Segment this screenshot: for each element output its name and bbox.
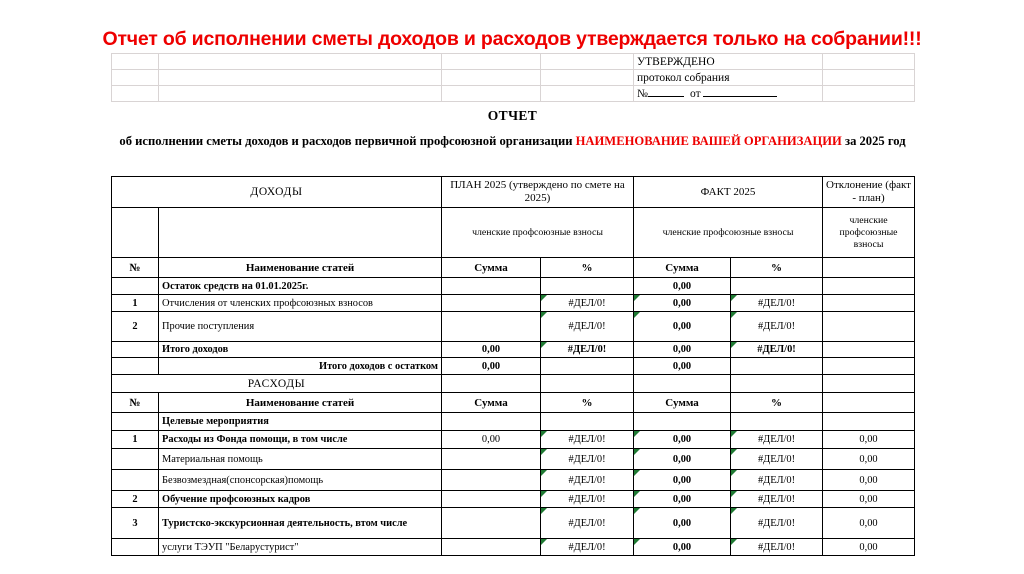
row-plan-pct — [541, 413, 634, 431]
row-fact-sum: 0,00 — [634, 295, 731, 312]
row-name: Итого доходов с остатком — [159, 358, 442, 375]
report-title-block — [111, 104, 914, 174]
table-row — [112, 312, 915, 342]
row-plan-sum: 0,00 — [442, 431, 541, 449]
row-fact-sum: 0,00 — [634, 470, 731, 491]
expenses-header-cell-plan-sum — [442, 375, 541, 393]
row-fact-pct: #ДЕЛ/0! — [731, 470, 823, 491]
row-name: Безвозмездная(спонсорская)помощь — [159, 470, 442, 491]
row-fact-pct: #ДЕЛ/0! — [731, 295, 823, 312]
row-plan-sum — [442, 413, 541, 431]
row-name: Расходы из Фонда помощи, в том числе — [159, 431, 442, 449]
row-number: 2 — [112, 491, 159, 508]
approval-date-blank — [703, 88, 777, 97]
table-row — [112, 431, 915, 449]
plan-group-header: ПЛАН 2025 (утверждено по смете на 2025) — [442, 177, 634, 208]
row-fact-pct — [731, 413, 823, 431]
row-number — [112, 539, 159, 556]
row-plan-pct: #ДЕЛ/0! — [541, 431, 634, 449]
row-number — [112, 278, 159, 295]
row-fact-sum: 0,00 — [634, 312, 731, 342]
table-row — [112, 449, 915, 470]
row-plan-sum: 0,00 — [442, 358, 541, 375]
row-deviation: 0,00 — [823, 449, 915, 470]
row-fact-pct — [731, 278, 823, 295]
row-number — [112, 342, 159, 358]
row-name: Итого доходов — [159, 342, 442, 358]
row-number — [112, 413, 159, 431]
row-deviation — [823, 295, 915, 312]
table-row — [112, 470, 915, 491]
grid-cell-empty — [823, 86, 915, 102]
row-plan-sum — [442, 491, 541, 508]
row-fact-pct: #ДЕЛ/0! — [731, 431, 823, 449]
warning-banner: Отчет об исполнении сметы доходов и расходов утверждается только на собрании!!! — [102, 28, 922, 50]
approval-ot-label: от — [689, 87, 701, 100]
column-header-fact-pct: % — [731, 393, 823, 413]
expenses-header-cell-plan-pct — [541, 375, 634, 393]
report-table — [111, 176, 915, 556]
row-deviation: 0,00 — [823, 508, 915, 539]
report-title: ОТЧЕТ — [487, 108, 538, 123]
row-name: Прочие поступления — [159, 312, 442, 342]
row-plan-sum — [442, 312, 541, 342]
header-row-columns-expenses — [112, 393, 915, 413]
column-header-name: Наименование статей — [159, 393, 442, 413]
row-number — [112, 470, 159, 491]
column-header-fact-sum: Сумма — [634, 258, 731, 278]
table-row — [112, 539, 915, 556]
row-number: 1 — [112, 431, 159, 449]
row-fact-pct — [731, 358, 823, 375]
row-fact-sum: 0,00 — [634, 449, 731, 470]
row-fact-pct: #ДЕЛ/0! — [731, 342, 823, 358]
column-header-name: Наименование статей — [159, 258, 442, 278]
expenses-header-cell-fact-sum — [634, 375, 731, 393]
grid-cell-empty — [112, 70, 159, 86]
column-header-deviation — [823, 258, 915, 278]
organization-name-placeholder: НАИМЕНОВАНИЕ ВАШЕЙ ОРГАНИЗАЦИИ — [575, 134, 842, 148]
table-row-total-with-balance — [112, 358, 915, 375]
grid-cell-empty — [541, 86, 634, 102]
dues-cell-empty — [159, 208, 442, 258]
approval-grid — [111, 53, 915, 102]
row-plan-pct: #ДЕЛ/0! — [541, 508, 634, 539]
row-deviation — [823, 342, 915, 358]
table-row — [112, 508, 915, 539]
grid-cell-empty — [112, 86, 159, 102]
row-deviation — [823, 278, 915, 295]
row-fact-pct: #ДЕЛ/0! — [731, 312, 823, 342]
deviation-dues-label: членские профсоюзные взносы — [823, 208, 915, 258]
expenses-header-cell-deviation — [823, 375, 915, 393]
grid-cell-empty — [159, 86, 442, 102]
row-name: Отчисления от членских профсоюзных взносов — [159, 295, 442, 312]
row-number: 2 — [112, 312, 159, 342]
row-number — [112, 358, 159, 375]
report-subtitle — [111, 132, 914, 150]
row-number: 1 — [112, 295, 159, 312]
column-header-plan-pct: % — [541, 258, 634, 278]
row-deviation — [823, 413, 915, 431]
table-row — [112, 278, 915, 295]
column-header-plan-pct: % — [541, 393, 634, 413]
plan-dues-label: членские профсоюзные взносы — [442, 208, 634, 258]
row-plan-pct: #ДЕЛ/0! — [541, 342, 634, 358]
deviation-group-header: Отклонение (факт - план) — [823, 177, 915, 208]
column-header-fact-sum: Сумма — [634, 393, 731, 413]
table-row — [112, 295, 915, 312]
row-number — [112, 449, 159, 470]
grid-cell-empty — [159, 54, 442, 70]
approval-row-2 — [112, 70, 915, 86]
dues-cell-empty — [112, 208, 159, 258]
row-plan-pct — [541, 278, 634, 295]
row-plan-sum: 0,00 — [442, 342, 541, 358]
approval-label: УТВЕРЖДЕНО — [634, 54, 823, 70]
grid-cell-empty — [442, 86, 541, 102]
row-deviation — [823, 358, 915, 375]
grid-cell-empty — [823, 70, 915, 86]
row-plan-pct — [541, 358, 634, 375]
row-fact-sum: 0,00 — [634, 491, 731, 508]
header-row-dues — [112, 208, 915, 258]
row-number: 3 — [112, 508, 159, 539]
row-plan-pct: #ДЕЛ/0! — [541, 539, 634, 556]
fact-group-header: ФАКТ 2025 — [634, 177, 823, 208]
row-plan-sum — [442, 470, 541, 491]
row-deviation: 0,00 — [823, 431, 915, 449]
row-fact-pct: #ДЕЛ/0! — [731, 449, 823, 470]
grid-cell-empty — [112, 54, 159, 70]
column-header-num: № — [112, 393, 159, 413]
table-row — [112, 413, 915, 431]
row-deviation: 0,00 — [823, 539, 915, 556]
row-plan-pct: #ДЕЛ/0! — [541, 449, 634, 470]
header-row-groups — [112, 177, 915, 208]
row-fact-sum: 0,00 — [634, 431, 731, 449]
approval-protocol: протокол собрания — [634, 70, 823, 86]
grid-cell-empty — [541, 70, 634, 86]
row-deviation — [823, 312, 915, 342]
income-section-header: ДОХОДЫ — [112, 177, 442, 208]
table-row — [112, 491, 915, 508]
expenses-section-header: РАСХОДЫ — [112, 375, 442, 393]
grid-cell-empty — [442, 54, 541, 70]
row-plan-sum — [442, 508, 541, 539]
row-name: Целевые мероприятия — [159, 413, 442, 431]
row-fact-pct: #ДЕЛ/0! — [731, 491, 823, 508]
row-plan-pct: #ДЕЛ/0! — [541, 295, 634, 312]
row-fact-pct: #ДЕЛ/0! — [731, 508, 823, 539]
row-deviation: 0,00 — [823, 491, 915, 508]
expenses-header-cell-fact-pct — [731, 375, 823, 393]
approval-number-date — [634, 86, 823, 102]
column-header-plan-sum: Сумма — [442, 258, 541, 278]
row-plan-pct: #ДЕЛ/0! — [541, 491, 634, 508]
approval-no-blank — [648, 88, 684, 97]
row-plan-pct: #ДЕЛ/0! — [541, 312, 634, 342]
column-header-plan-sum: Сумма — [442, 393, 541, 413]
table-row — [112, 342, 915, 358]
row-name: услуги ТЭУП "Беларустурист" — [159, 539, 442, 556]
row-deviation: 0,00 — [823, 470, 915, 491]
grid-cell-empty — [159, 70, 442, 86]
header-row-columns-income — [112, 258, 915, 278]
row-plan-sum — [442, 539, 541, 556]
approval-no-label: № — [637, 87, 648, 100]
grid-cell-empty — [442, 70, 541, 86]
column-header-num: № — [112, 258, 159, 278]
row-plan-sum — [442, 278, 541, 295]
row-fact-sum: 0,00 — [634, 539, 731, 556]
report-subtitle-year: за 2025 год — [841, 134, 906, 148]
column-header-deviation — [823, 393, 915, 413]
column-header-fact-pct: % — [731, 258, 823, 278]
report-subtitle-text: об исполнении сметы доходов и расходов первичной профсоюзной организации — [119, 134, 576, 148]
row-fact-sum: 0,00 — [634, 358, 731, 375]
row-fact-pct: #ДЕЛ/0! — [731, 539, 823, 556]
approval-row-3 — [112, 86, 915, 102]
row-plan-sum — [442, 295, 541, 312]
row-plan-sum — [442, 449, 541, 470]
approval-row-1 — [112, 54, 915, 70]
fact-dues-label: членские профсоюзные взносы — [634, 208, 823, 258]
row-fact-sum: 0,00 — [634, 278, 731, 295]
row-name: Туристско-экскурсионная деятельность, втом числе — [159, 508, 442, 539]
grid-cell-empty — [823, 54, 915, 70]
row-plan-pct: #ДЕЛ/0! — [541, 470, 634, 491]
row-name: Остаток средств на 01.01.2025г. — [159, 278, 442, 295]
row-name: Материальная помощь — [159, 449, 442, 470]
expenses-section-header-row — [112, 375, 915, 393]
row-fact-sum: 0,00 — [634, 342, 731, 358]
row-fact-sum — [634, 413, 731, 431]
grid-cell-empty — [541, 54, 634, 70]
row-name: Обучение профсоюзных кадров — [159, 491, 442, 508]
row-fact-sum: 0,00 — [634, 508, 731, 539]
